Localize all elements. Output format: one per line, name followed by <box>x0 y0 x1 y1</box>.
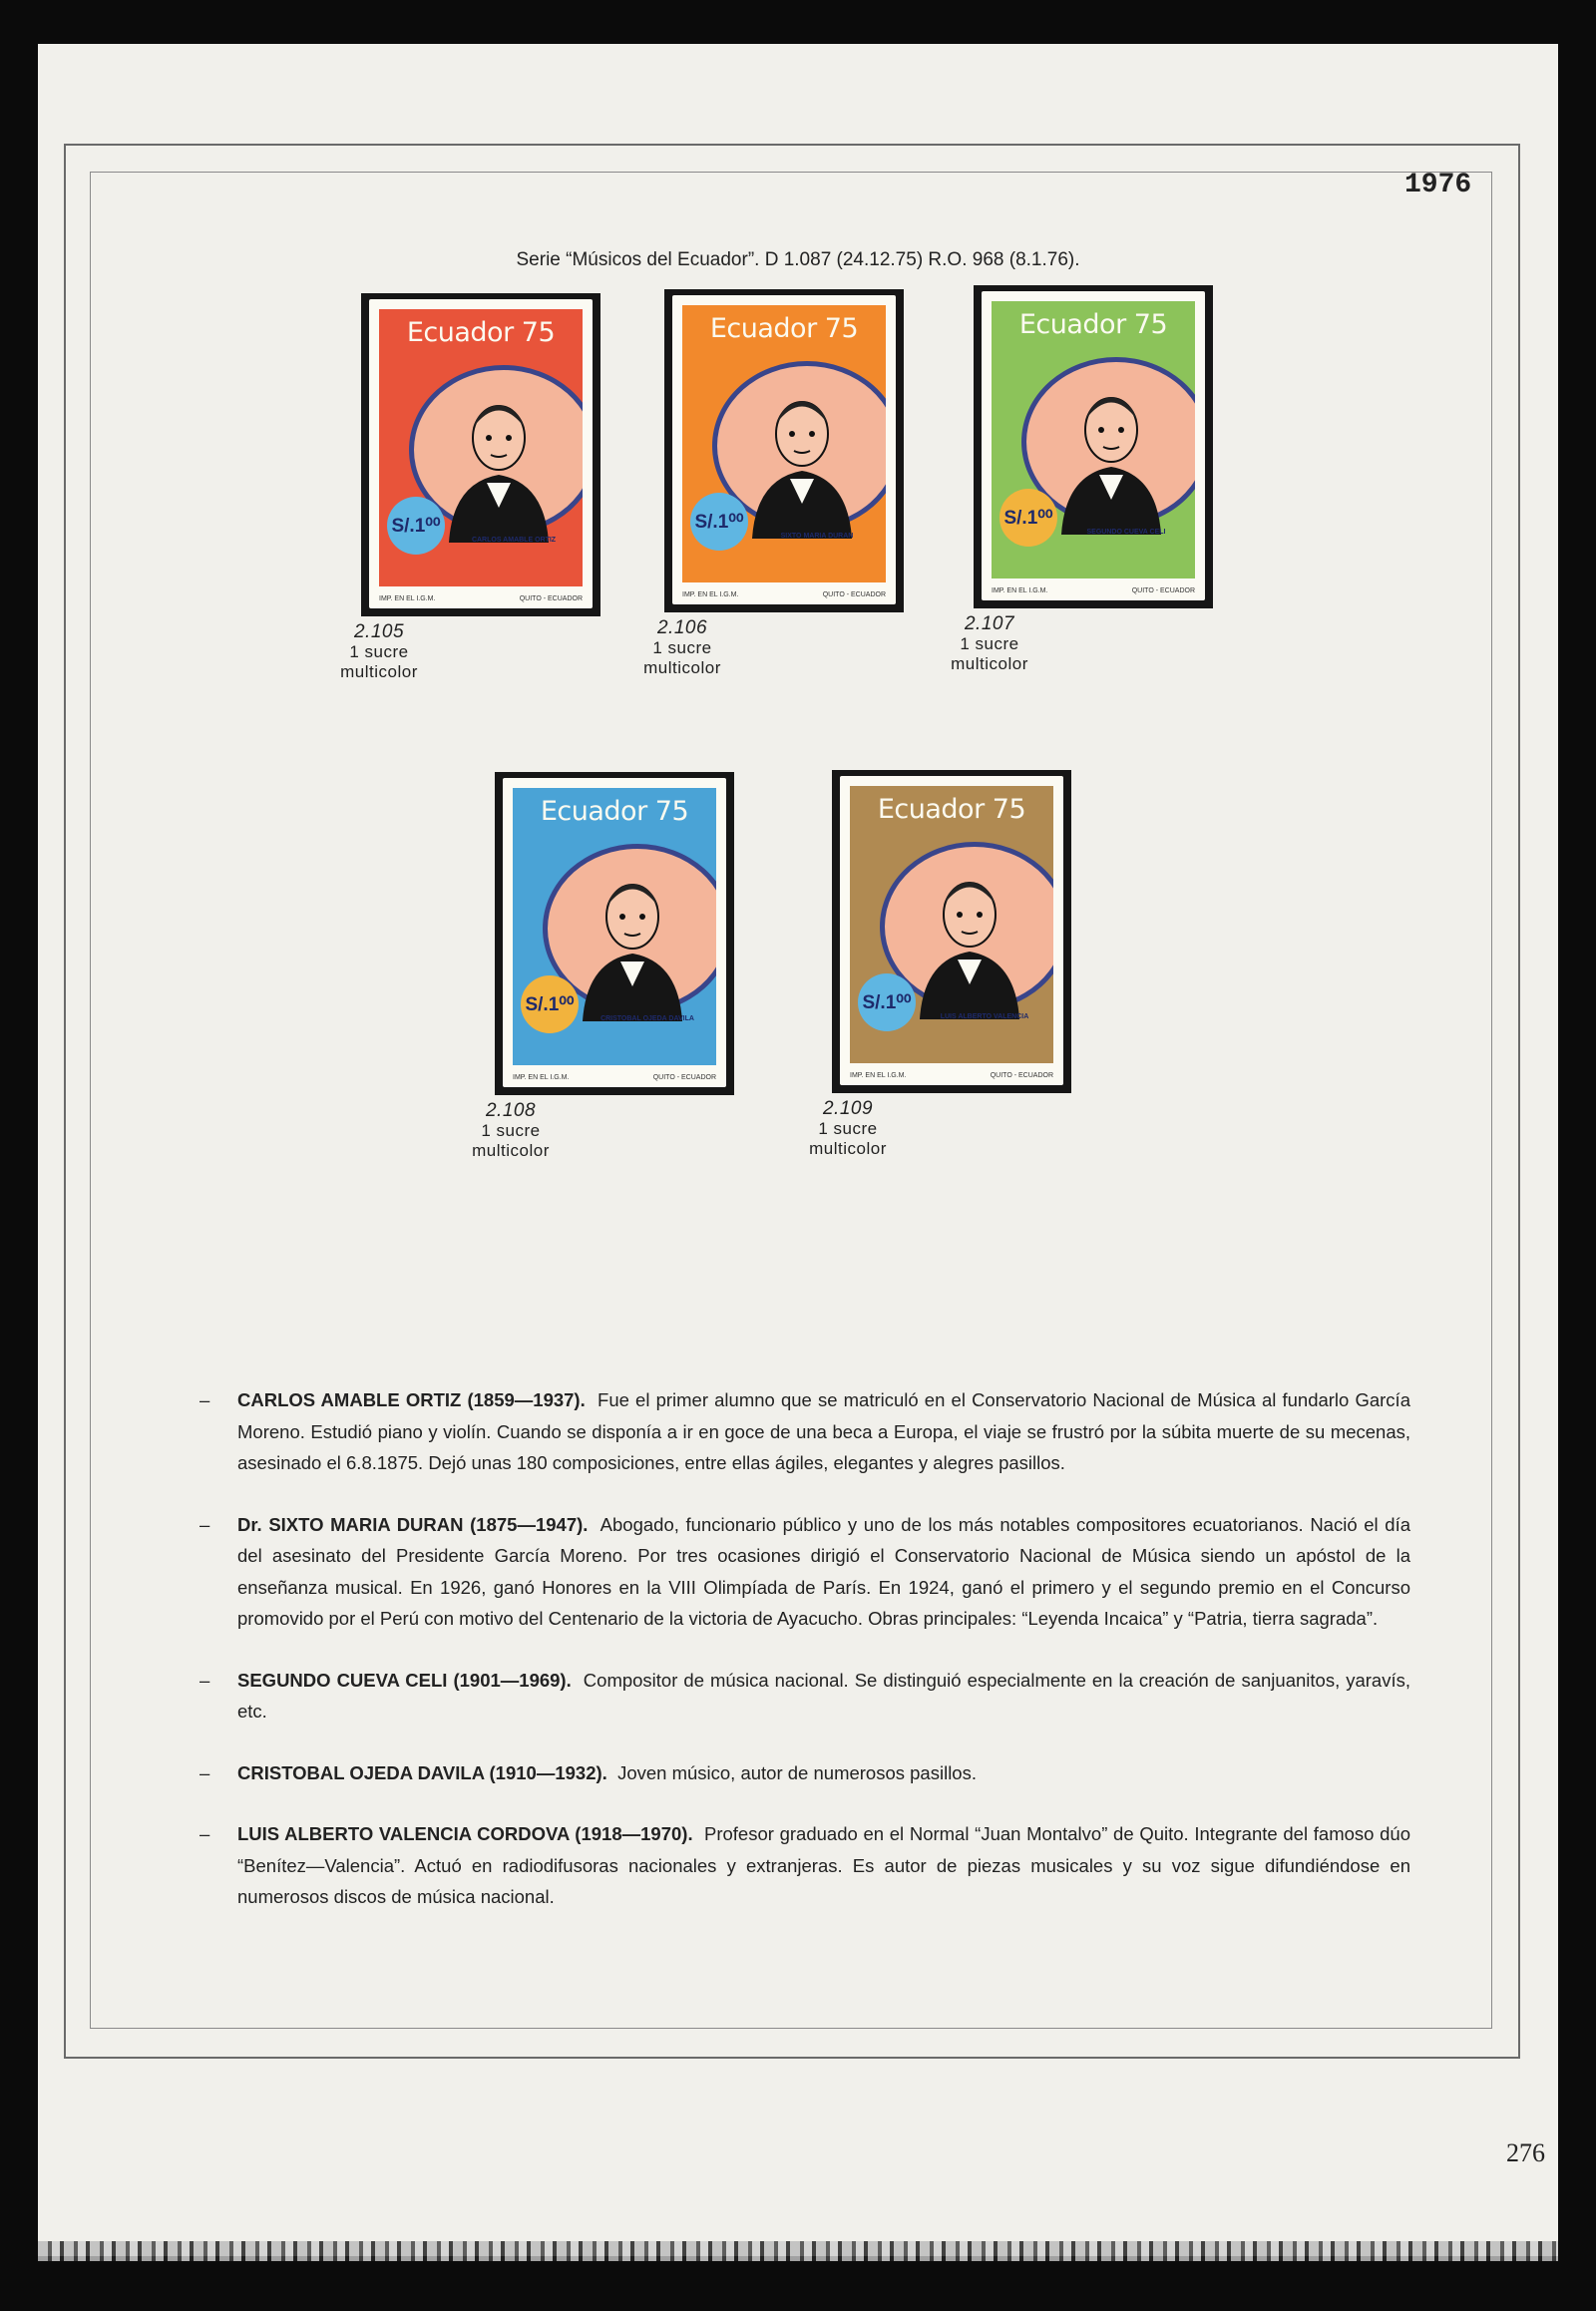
imprint-left: IMP. EN EL I.G.M. <box>513 1074 570 1081</box>
imprint-left: IMP. EN EL I.G.M. <box>379 595 436 602</box>
biography-entry <box>200 1665 1410 1728</box>
imprint-left: IMP. EN EL I.G.M. <box>682 591 739 598</box>
stamp-caption <box>778 1099 918 1159</box>
stamp-caption <box>309 622 449 682</box>
list-dash: – <box>200 1823 210 1844</box>
imprint-left: IMP. EN EL I.G.M. <box>992 587 1048 594</box>
stamp-portrait-name: SEGUNDO CUEVA CELI <box>1086 529 1166 536</box>
denomination-label: 1 sucre <box>818 1119 878 1138</box>
denomination-label: 1 sucre <box>481 1121 541 1140</box>
album-binding-strip <box>38 2241 1558 2261</box>
stamp <box>672 295 896 604</box>
stamp-design <box>992 301 1195 578</box>
stamp-mount <box>361 293 600 616</box>
color-label: multicolor <box>951 654 1028 673</box>
catalog-number: 2.109 <box>822 1098 874 1119</box>
list-dash: – <box>200 1761 210 1783</box>
biographies <box>200 1384 1410 1943</box>
catalog-number: 2.106 <box>656 617 708 638</box>
bio-name: Dr. SIXTO MARIA DURAN (1875—1947). <box>237 1513 589 1535</box>
portrait-icon <box>573 862 692 1021</box>
bio-text: Fue el primer alumno que se matriculó en el Conservatorio Nacional de Música al fundarlo García Moreno. Estudió piano y violín. Cuando se disponía a ir en goce de una beca a Europa, el viaje se frustró por la súbita muerte de su mecenas, asesinado el 6.8.1875. Dejó unas 180 composiciones, entre ellas ágiles, elegantes y alegres pasillos. <box>237 1389 1410 1473</box>
stamp <box>840 776 1063 1085</box>
color-label: multicolor <box>340 662 418 681</box>
stamp <box>369 299 593 608</box>
stamp-mount <box>832 770 1071 1093</box>
stamp <box>982 291 1205 600</box>
page-number: 276 <box>1506 2138 1545 2167</box>
stamp-caption <box>920 614 1059 674</box>
bio-name: LUIS ALBERTO VALENCIA CORDOVA (1918—1970). <box>237 1823 693 1844</box>
catalog-number: 2.107 <box>964 613 1015 634</box>
bio-name: CRISTOBAL OJEDA DAVILA (1910—1932). <box>237 1761 607 1783</box>
stamp-title: Ecuador 75 <box>877 794 1026 825</box>
stamp-title: Ecuador 75 <box>1018 309 1168 340</box>
color-label: multicolor <box>472 1141 550 1160</box>
imprint-right: QUITO - ECUADOR <box>519 595 583 602</box>
stamp-imprint <box>850 1072 1053 1079</box>
stamp-portrait-name: SIXTO MARIA DURAN <box>780 533 854 540</box>
catalog-number: 2.108 <box>485 1100 537 1121</box>
list-dash: – <box>200 1669 210 1691</box>
stamp-design <box>850 786 1053 1063</box>
album-page <box>38 44 1558 2256</box>
biography-entry <box>200 1384 1410 1479</box>
list-dash: – <box>200 1513 210 1535</box>
year-heading: 1976 <box>1404 170 1472 200</box>
imprint-right: QUITO - ECUADOR <box>652 1074 716 1081</box>
imprint-right: QUITO - ECUADOR <box>1131 587 1195 594</box>
stamp-mount <box>664 289 904 612</box>
bio-name: SEGUNDO CUEVA CELI (1901—1969). <box>237 1669 572 1691</box>
biography-entry <box>200 1757 1410 1789</box>
stamp-title: Ecuador 75 <box>406 317 556 348</box>
denomination-label: 1 sucre <box>349 642 409 661</box>
stamp-design <box>682 305 886 582</box>
bio-name: CARLOS AMABLE ORTIZ (1859—1937). <box>237 1389 586 1410</box>
list-dash: – <box>200 1389 210 1410</box>
stamp-portrait-name: CARLOS AMABLE ORTIZ <box>471 537 557 544</box>
imprint-right: QUITO - ECUADOR <box>990 1072 1053 1079</box>
portrait-icon <box>742 379 862 539</box>
stamp-design <box>513 788 716 1065</box>
stamp-caption <box>441 1101 581 1161</box>
stamp-imprint <box>379 595 583 602</box>
stamp-portrait-name: LUIS ALBERTO VALENCIA <box>940 1013 1029 1020</box>
denomination-disc: S/.1⁰⁰ <box>999 489 1057 547</box>
stamp-title: Ecuador 75 <box>540 796 689 827</box>
denomination-disc: S/.1⁰⁰ <box>690 493 748 551</box>
color-label: multicolor <box>643 658 721 677</box>
biography-entry <box>200 1509 1410 1635</box>
denomination-label: 1 sucre <box>652 638 712 657</box>
bio-text: Joven músico, autor de numerosos pasillos. <box>617 1761 977 1783</box>
stamp-title: Ecuador 75 <box>709 313 859 344</box>
bio-text: Compositor de música nacional. Se distinguió especialmente en la creación de sanjuanitos, yaravís, etc. <box>237 1669 1411 1722</box>
stamp <box>503 778 726 1087</box>
stamp-mount <box>974 285 1213 608</box>
stamp-design <box>379 309 583 586</box>
denomination-label: 1 sucre <box>960 634 1019 653</box>
stamp-caption <box>612 618 752 678</box>
stamp-imprint <box>992 587 1195 594</box>
series-title: Serie “Músicos del Ecuador”. D 1.087 (24.12.75) R.O. 968 (8.1.76). <box>516 249 1080 270</box>
imprint-left: IMP. EN EL I.G.M. <box>850 1072 907 1079</box>
bio-text: Abogado, funcionario público y uno de los más notables compositores ecuatorianos. Nació el día del asesinato del Presidente García Moreno. Por tres ocasiones dirigió el Conservatorio Nacional de Música siendo un apóstol de la enseñanza musical. En 1926, ganó Honores en la VIII Olimpíada de París. En 1924, ganó el primero y el segundo premio en el Concurso promovido por el Perú con motivo del Centenario de la victoria de Ayacucho. Obras principales: “Leyenda Incaica” y “Patria, tierra sagrada”. <box>237 1513 1410 1629</box>
stamp-imprint <box>513 1074 716 1081</box>
color-label: multicolor <box>809 1139 887 1158</box>
catalog-number: 2.105 <box>353 621 405 642</box>
portrait-icon <box>1051 375 1171 535</box>
portrait-icon <box>910 860 1029 1019</box>
stamp-portrait-name: CRISTOBAL OJEDA DAVILA <box>600 1015 694 1022</box>
portrait-icon <box>439 383 559 543</box>
bio-text: Profesor graduado en el Normal “Juan Montalvo” de Quito. Integrante del famoso dúo “Benítez—Valencia”. Actuó en radiodifusoras nacionales y extranjeras. Es autor de piezas musicales y su voz sigue difundiéndose en numerosos discos de música nacional. <box>237 1823 1410 1907</box>
biography-entry <box>200 1818 1410 1913</box>
denomination-disc: S/.1⁰⁰ <box>858 973 916 1031</box>
imprint-right: QUITO - ECUADOR <box>822 591 886 598</box>
stamp-imprint <box>682 591 886 598</box>
denomination-disc: S/.1⁰⁰ <box>387 497 445 555</box>
stamp-mount <box>495 772 734 1095</box>
denomination-disc: S/.1⁰⁰ <box>521 975 579 1033</box>
